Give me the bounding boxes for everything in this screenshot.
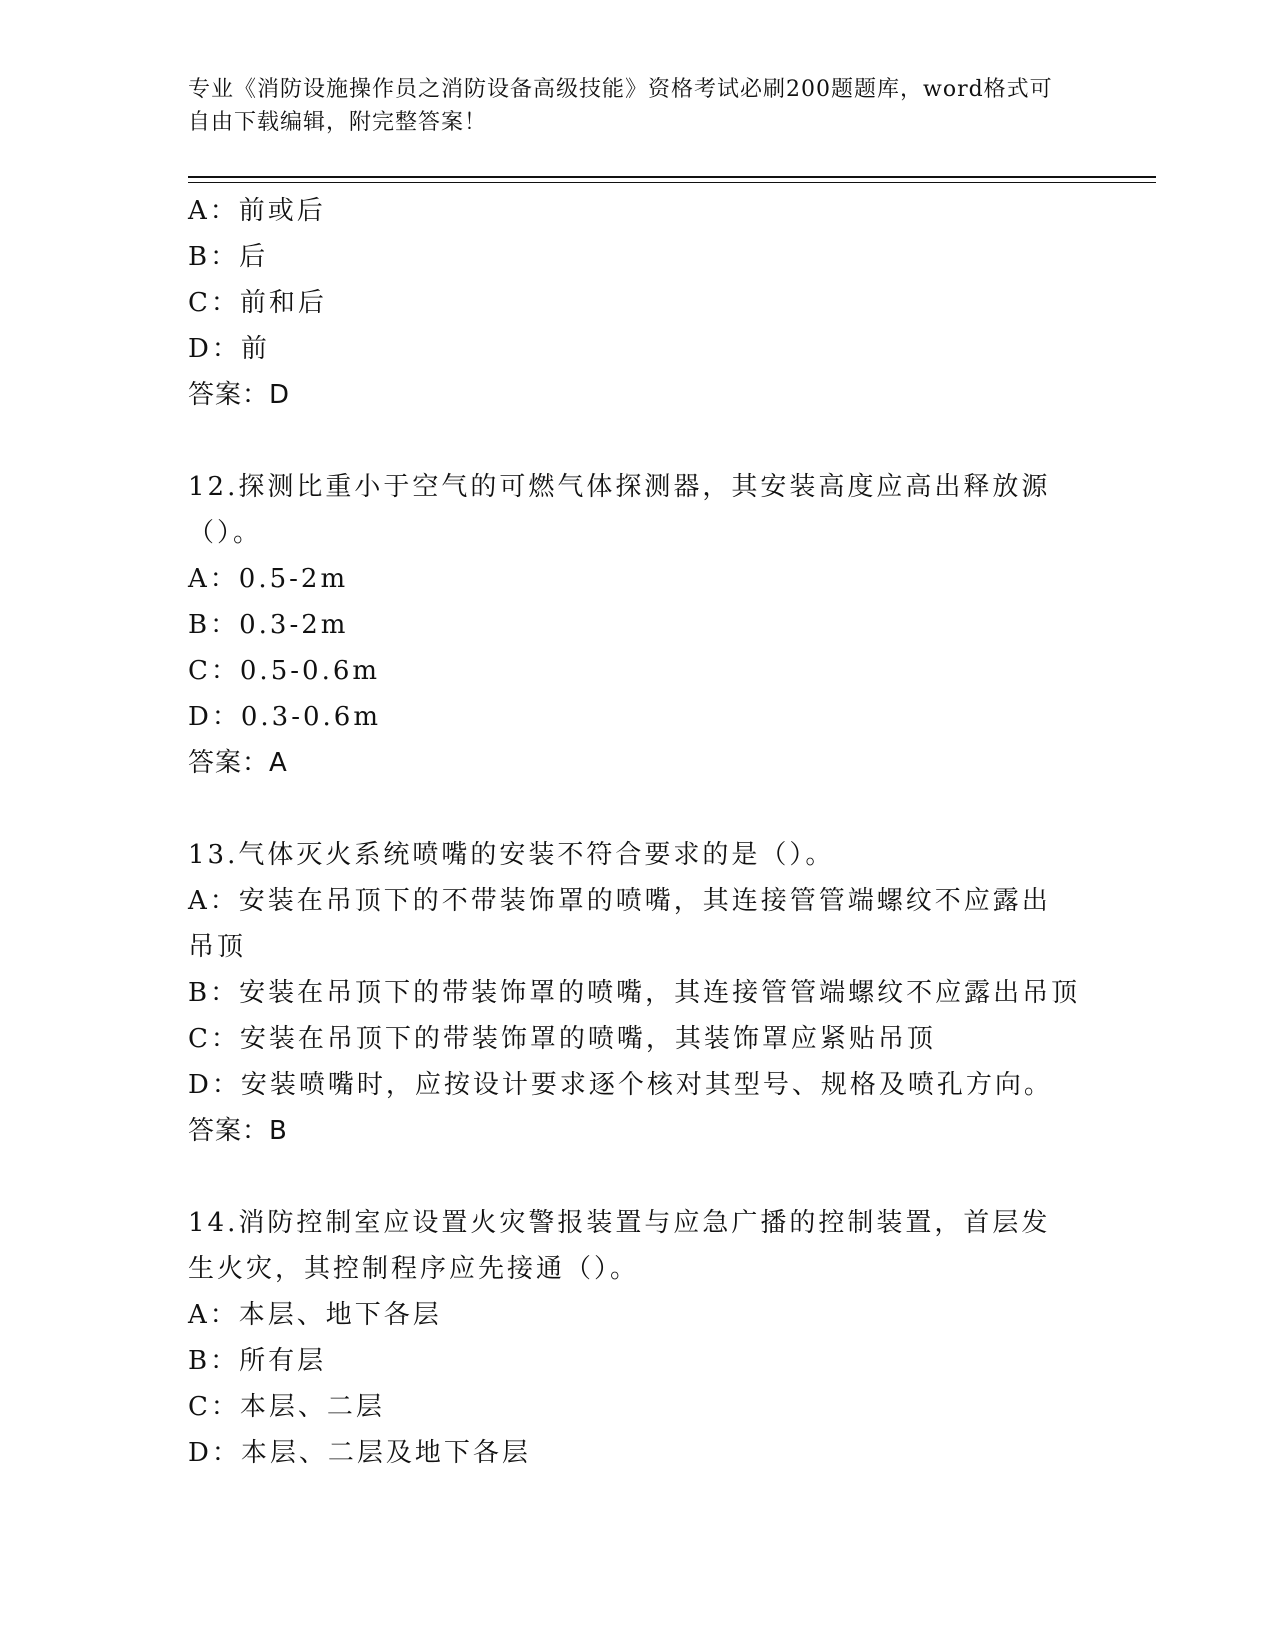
- question-14: [188, 1200, 1088, 1476]
- question-11: [188, 188, 1088, 418]
- option-d: D：前: [188, 334, 270, 364]
- option-b: B：后: [188, 242, 269, 272]
- spacer: [188, 786, 1088, 832]
- option-c: C：0.5-0.6m: [188, 656, 381, 686]
- option-d: D：0.3-0.6m: [188, 702, 381, 732]
- spacer: [188, 418, 1088, 464]
- option-a: A：本层、地下各层: [188, 1300, 442, 1330]
- option-d: D：安装喷嘴时，应按设计要求逐个核对其型号、规格及喷孔方向。: [188, 1070, 1053, 1100]
- document-header: 专业《消防设施操作员之消防设备高级技能》资格考试必刷200题题库，word格式可自由下载编辑，附完整答案！: [188, 77, 1053, 135]
- option-b: B：安装在吊顶下的带装饰罩的喷嘴，其连接管管端螺纹不应露出吊顶: [188, 978, 1081, 1008]
- option-c: C：前和后: [188, 288, 327, 318]
- option-a: A：0.5-2m: [188, 564, 349, 594]
- header-divider: [188, 176, 1156, 178]
- question-text: 14.消防控制室应设置火灾警报装置与应急广播的控制装置，首层发生火灾，其控制程序应先接通（）。: [188, 1208, 1051, 1284]
- header-divider-thin: [188, 182, 1156, 183]
- spacer: [188, 1154, 1088, 1200]
- option-b: B：0.3-2m: [188, 610, 349, 640]
- answer-key: 答案：D: [188, 380, 291, 410]
- question-text: 13.气体灭火系统喷嘴的安装不符合要求的是（）。: [188, 840, 835, 870]
- option-b: B：所有层: [188, 1346, 327, 1376]
- option-c: C：本层、二层: [188, 1392, 385, 1422]
- question-12: [188, 464, 1088, 786]
- answer-key: 答案：A: [188, 748, 288, 778]
- question-text: 12.探测比重小于空气的可燃气体探测器，其安装高度应高出释放源（）。: [188, 472, 1051, 548]
- option-a: A：前或后: [188, 196, 326, 226]
- question-13: [188, 832, 1088, 1154]
- option-a: A：安装在吊顶下的不带装饰罩的喷嘴，其连接管管端螺纹不应露出吊顶: [188, 886, 1051, 962]
- answer-key: 答案：B: [188, 1116, 288, 1146]
- question-list: [188, 188, 1088, 1476]
- option-d: D：本层、二层及地下各层: [188, 1438, 531, 1468]
- option-c: C：安装在吊顶下的带装饰罩的喷嘴，其装饰罩应紧贴吊顶: [188, 1024, 936, 1054]
